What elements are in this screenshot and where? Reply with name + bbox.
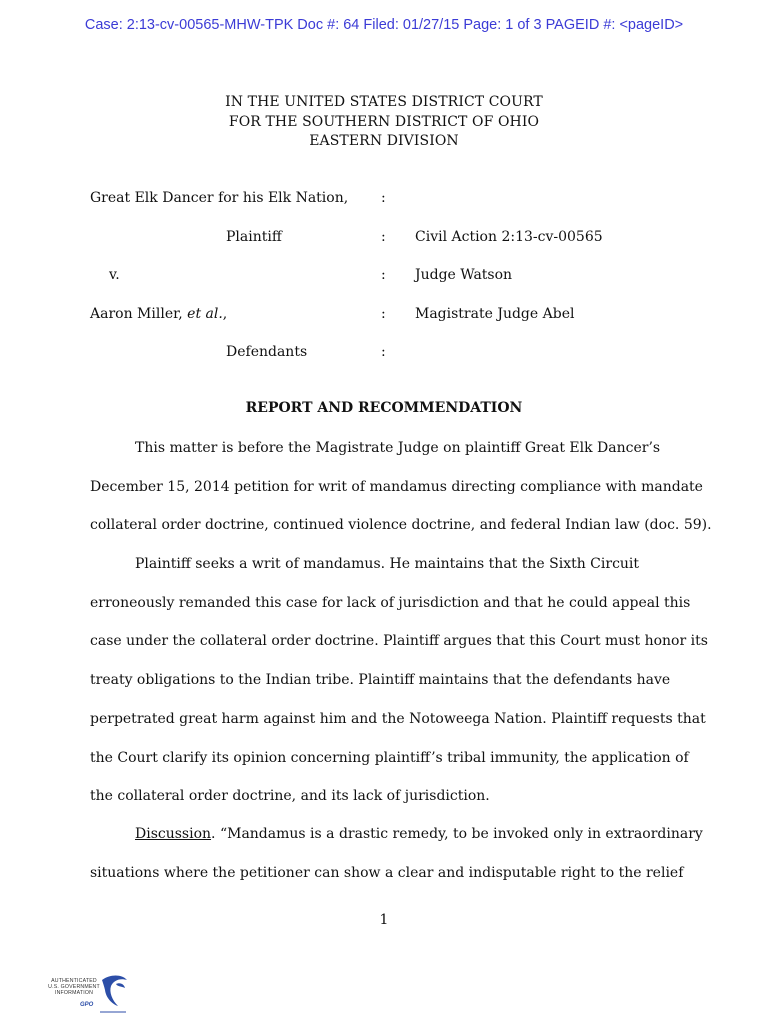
defendants-label: Defendants (226, 344, 308, 360)
magistrate-judge-name: Magistrate Judge Abel (415, 306, 575, 322)
gpo-mark: GPO (80, 1002, 94, 1008)
court-title (0, 93, 768, 152)
text-line: the Court clarify its opinion concerning plaintiff’s tribal immunity, the application of (90, 749, 689, 766)
text-line: December 15, 2014 petition for writ of mandamus directing compliance with mandate (90, 478, 703, 495)
text-line: the collateral order doctrine, and its lack of jurisdiction. (90, 788, 490, 805)
text-line: case under the collateral order doctrine. Plaintiff argues that this Court must honor its (90, 633, 708, 650)
discussion-heading: Discussion (135, 826, 212, 842)
text-line: Discussion. “Mandamus is a drastic remedy, to be invoked only in extraordinary (135, 826, 703, 842)
gpo-authentication-logo (44, 972, 134, 1018)
caption-colon: : (381, 229, 386, 245)
court-line-2: FOR THE SOUTHERN DISTRICT OF OHIO (228, 113, 540, 130)
paragraph-plaintiff-claims (90, 545, 708, 816)
judge-name: Judge Watson (415, 267, 513, 283)
court-line-3: EASTERN DIVISION (309, 133, 459, 149)
paragraph-discussion (90, 815, 703, 892)
paragraph-intro (90, 429, 712, 545)
text-line: collateral order doctrine, continued violence doctrine, and federal Indian law (doc. 59). (90, 517, 712, 534)
text-line: treaty obligations to the Indian tribe. Plaintiff maintains that the defendants have (90, 672, 671, 689)
versus: v. (109, 267, 120, 283)
text-line: Plaintiff seeks a writ of mandamus. He maintains that the Sixth Circuit (135, 556, 640, 572)
caption-colon: : (381, 190, 386, 206)
caption-colon: : (381, 267, 386, 283)
gpo-logo-text: AUTHENTICATED U.S. GOVERNMENT INFORMATION (48, 978, 100, 996)
text-line: erroneously remanded this case for lack of jurisdiction and that he could appeal this (90, 594, 691, 611)
plaintiff-name: Great Elk Dancer for his Elk Nation, (90, 190, 349, 206)
eagle-icon (96, 972, 130, 1016)
court-line-1: IN THE UNITED STATES DISTRICT COURT (225, 94, 543, 110)
caption-colon: : (381, 306, 386, 322)
document-heading: REPORT AND RECOMMENDATION (245, 400, 523, 416)
text-line: perpetrated great harm against him and the Notoweega Nation. Plaintiff requests that (90, 710, 706, 727)
text-line: situations where the petitioner can show a clear and indisputable right to the relief (90, 864, 684, 881)
defendant-name: Aaron Miller, et al., (90, 306, 228, 322)
page-number: 1 (379, 912, 389, 928)
caption-colon: : (381, 344, 386, 360)
case-header-stamp: Case: 2:13-cv-00565-MHW-TPK Doc #: 64 Filed: 01/27/15 Page: 1 of 3 PAGEID #: <pageID> (84, 17, 684, 33)
civil-action-number: Civil Action 2:13-cv-00565 (415, 229, 603, 245)
plaintiff-label: Plaintiff (226, 229, 282, 245)
text-line: This matter is before the Magistrate Judge on plaintiff Great Elk Dancer’s (135, 440, 661, 456)
